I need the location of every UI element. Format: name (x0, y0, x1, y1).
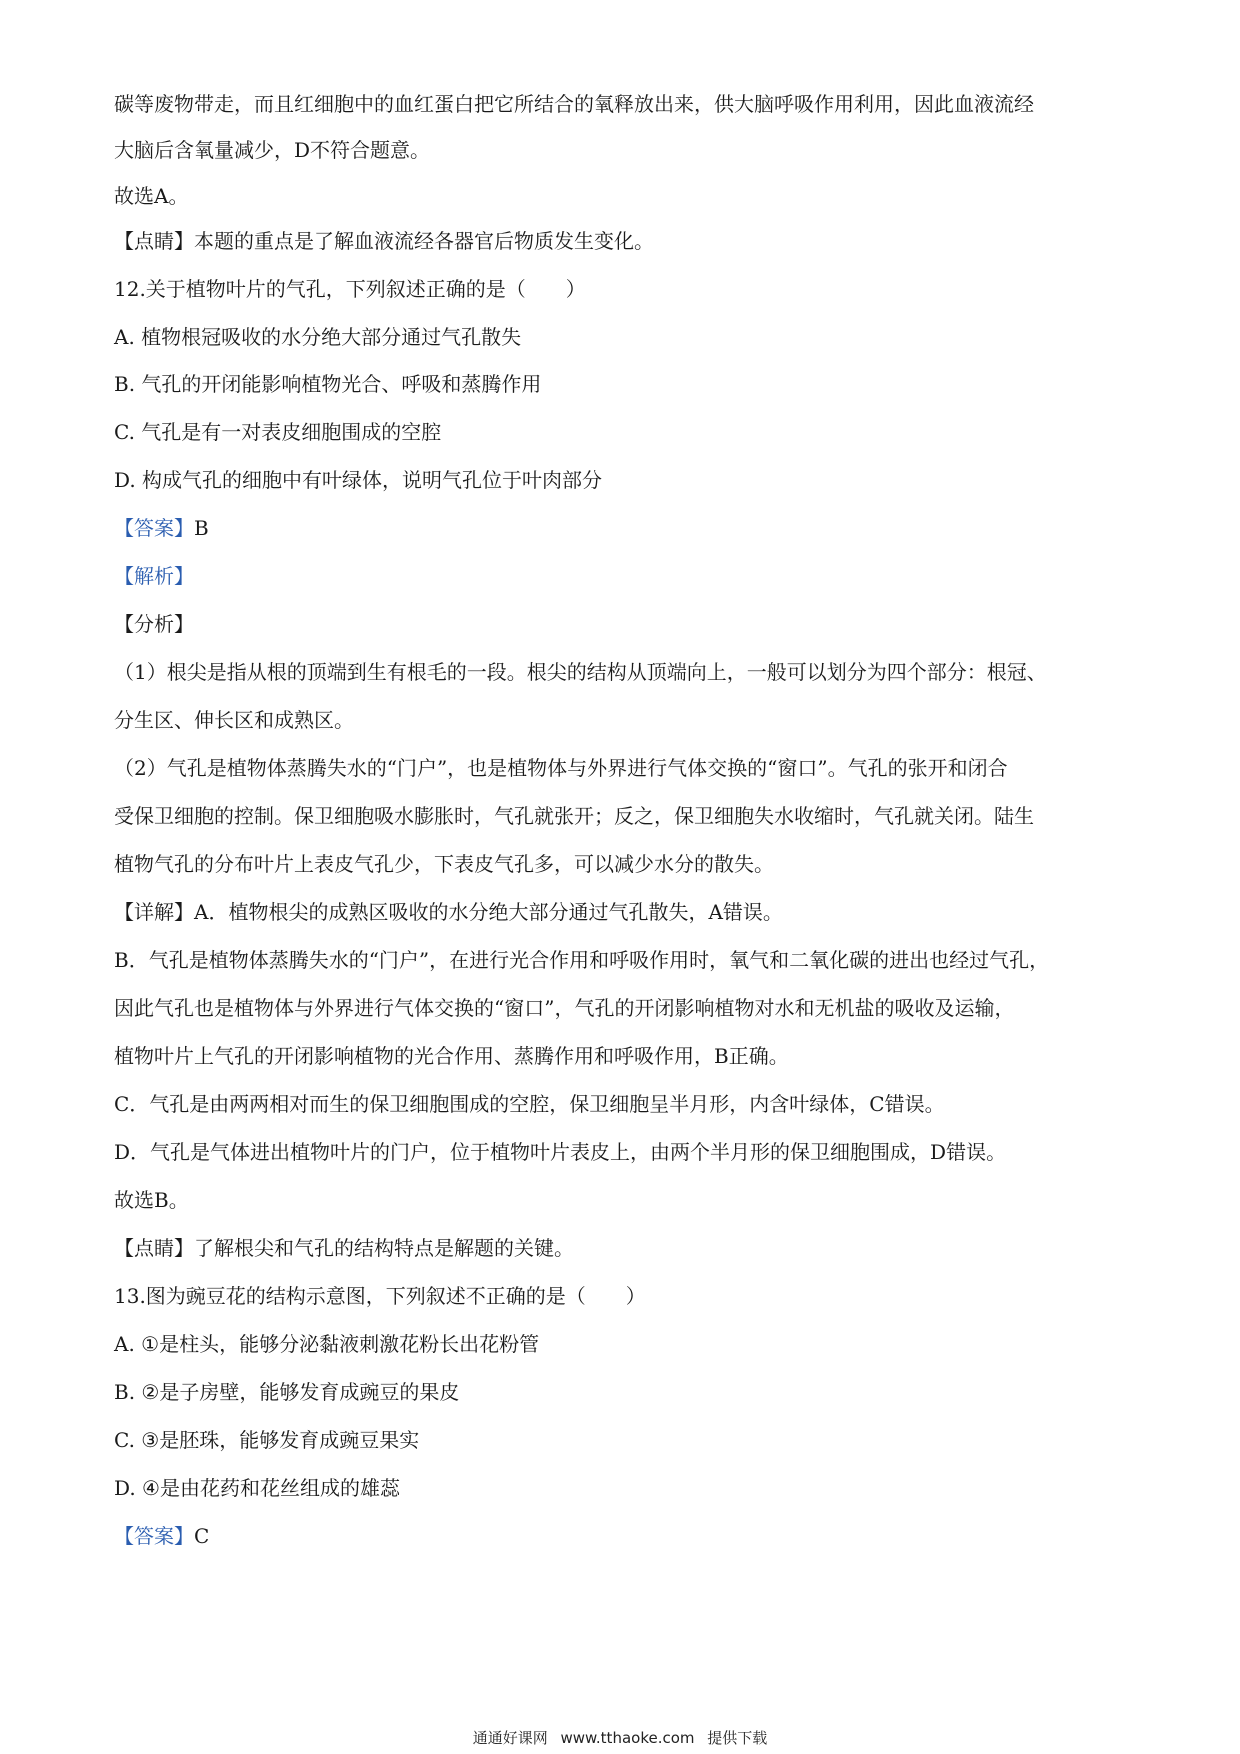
text-line: 植物叶片上气孔的开闭影响植物的光合作用、蒸腾作用和呼吸作用，B正确。 (114, 1044, 789, 1068)
text-line: B．气孔是植物体蒸腾失水的“门户”，在进行光合作用和呼吸作用时，氧气和二氧化碳的进出也经过气孔， (114, 948, 1050, 972)
answer-value: B (194, 516, 209, 540)
footer-suffix: 提供下载 (707, 1729, 768, 1747)
q12-option-c: C. 气孔是有一对表皮细胞围成的空腔 (114, 420, 442, 444)
text-line: 大脑后含氧量减少，D不符合题意。 (114, 138, 431, 162)
q12-option-d: D. 构成气孔的细胞中有叶绿体，说明气孔位于叶肉部分 (114, 468, 603, 492)
q13-option-a: A. ①是柱头，能够分泌黏液刺激花粉长出花粉管 (114, 1332, 540, 1356)
answer-label: 【答案】 (114, 516, 194, 540)
q13-option-c: C. ③是胚珠，能够发育成豌豆果实 (114, 1428, 420, 1452)
text-line: D．气孔是气体进出植物叶片的门户，位于植物叶片表皮上，由两个半月形的保卫细胞围成，D错误。 (114, 1140, 1007, 1164)
q12-option-b: B. 气孔的开闭能影响植物光合、呼吸和蒸腾作用 (114, 372, 542, 396)
text-line: （1）根尖是指从根的顶端到生有根毛的一段。根尖的结构从顶端向上，一般可以划分为四个部分：根冠、 (114, 660, 1047, 684)
q12-option-a: A. 植物根冠吸收的水分绝大部分通过气孔散失 (114, 325, 522, 349)
text-line: 故选A。 (114, 184, 189, 208)
section-label: 【分析】 (114, 612, 194, 636)
comment-line: 【点睛】本题的重点是了解血液流经各器官后物质发生变化。 (114, 229, 654, 253)
answer-value: C (194, 1524, 210, 1548)
text-line: 碳等废物带走，而且红细胞中的血红蛋白把它所结合的氧释放出来，供大脑呼吸作用利用，因此血液流经 (114, 92, 1034, 116)
text-line: 【详解】A．植物根尖的成熟区吸收的水分绝大部分通过气孔散失，A错误。 (114, 900, 783, 924)
analysis-label: 【解析】 (114, 564, 194, 588)
question-13-stem: 13.图为豌豆花的结构示意图，下列叙述不正确的是（ ） (114, 1284, 646, 1308)
text-line: 植物气孔的分布叶片上表皮气孔少，下表皮气孔多，可以减少水分的散失。 (114, 852, 774, 876)
answer-label: 【答案】 (114, 1524, 194, 1548)
text-line: 故选B。 (114, 1188, 189, 1212)
q13-answer (114, 1522, 1134, 1550)
q12-answer (114, 514, 1134, 542)
text-line: 因此气孔也是植物体与外界进行气体交换的“窗口”，气孔的开闭影响植物对水和无机盐的吸收及运输， (114, 996, 1015, 1020)
text-line: C．气孔是由两两相对而生的保卫细胞围成的空腔，保卫细胞呈半月形，内含叶绿体，C错误。 (114, 1092, 945, 1116)
footer-site-name: 通通好课网 (472, 1729, 548, 1747)
text-line: 受保卫细胞的控制。保卫细胞吸水膨胀时，气孔就张开；反之，保卫细胞失水收缩时，气孔就关闭。陆生 (114, 804, 1034, 828)
page-footer (0, 1728, 1240, 1748)
text-line: 分生区、伸长区和成熟区。 (114, 708, 354, 732)
comment-line: 【点睛】了解根尖和气孔的结构特点是解题的关键。 (114, 1236, 574, 1260)
footer-url[interactable]: www.tthaoke.com (560, 1729, 695, 1747)
text-line: （2）气孔是植物体蒸腾失水的“门户”，也是植物体与外界进行气体交换的“窗口”。气孔的张开和闭合 (114, 756, 1008, 780)
q13-option-b: B. ②是子房壁，能够发育成豌豆的果皮 (114, 1380, 460, 1404)
q13-option-d: D. ④是由花药和花丝组成的雄蕊 (114, 1476, 400, 1500)
question-12-stem: 12.关于植物叶片的气孔，下列叙述正确的是（ ） (114, 277, 586, 301)
